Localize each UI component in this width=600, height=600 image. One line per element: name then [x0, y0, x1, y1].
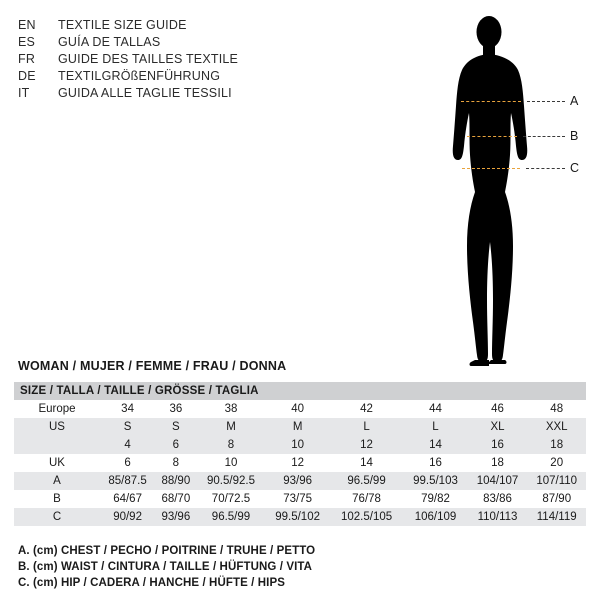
table-row	[14, 490, 586, 508]
language-text-it: GUIDA ALLE TAGLIE TESSILI	[58, 86, 232, 100]
cell: 107/110	[527, 472, 586, 490]
language-code-de: DE	[18, 69, 36, 83]
language-header-block	[18, 17, 318, 102]
cell: 99.5/102	[265, 508, 329, 526]
cell: 83/86	[468, 490, 528, 508]
footnotes-block	[18, 543, 315, 591]
cell: 38	[197, 400, 266, 418]
cell: 36	[155, 400, 196, 418]
cell: 87/90	[527, 490, 586, 508]
cell: M	[265, 418, 329, 436]
cell: 68/70	[155, 490, 196, 508]
language-row-de	[18, 68, 318, 85]
cell: 93/96	[155, 508, 196, 526]
cell: 12	[265, 454, 329, 472]
footnote-b: B. (cm) WAIST / CINTURA / TAILLE / HÜFTUNG / VITA	[18, 561, 313, 573]
measure-line-a-left	[461, 101, 521, 102]
table-row	[14, 400, 586, 418]
cell: XXL	[527, 418, 586, 436]
cell: 76/78	[330, 490, 404, 508]
cell: 12	[330, 436, 404, 454]
cell: 18	[527, 436, 586, 454]
cell: S	[100, 418, 155, 436]
cell: M	[197, 418, 266, 436]
cell: L	[330, 418, 404, 436]
cell: 16	[403, 454, 467, 472]
measure-label-c: C	[570, 161, 580, 175]
cell: 110/113	[468, 508, 528, 526]
language-code-fr: FR	[18, 52, 36, 66]
footnote-a: A. (cm) CHEST / PECHO / POITRINE / TRUHE / PETTO	[18, 545, 316, 557]
cell: 44	[403, 400, 467, 418]
table-row	[14, 436, 586, 454]
cell: L	[403, 418, 467, 436]
cell: 18	[468, 454, 528, 472]
cell: 34	[100, 400, 155, 418]
measure-line-b-left	[467, 136, 517, 137]
cell: 6	[155, 436, 196, 454]
cell: 90.5/92.5	[197, 472, 266, 490]
table-group-title: WOMAN / MUJER / FEMME / FRAU / DONNA	[18, 359, 287, 373]
cell: 73/75	[265, 490, 329, 508]
cell: 46	[468, 400, 528, 418]
table-row	[14, 418, 586, 436]
cell: 99.5/103	[403, 472, 467, 490]
language-row-en	[18, 17, 318, 34]
cell: S	[155, 418, 196, 436]
female-silhouette-figure	[415, 10, 595, 370]
cell: 85/87.5	[100, 472, 155, 490]
row-label: B	[14, 490, 100, 508]
measure-line-a-right	[527, 101, 565, 102]
row-label	[14, 436, 100, 454]
cell: 90/92	[100, 508, 155, 526]
measure-line-c-left	[462, 168, 520, 169]
cell: 8	[197, 436, 266, 454]
table-row	[14, 472, 586, 490]
row-label: US	[14, 418, 100, 436]
cell: 20	[527, 454, 586, 472]
table-row	[14, 454, 586, 472]
cell: 70/72.5	[197, 490, 266, 508]
language-text-fr: GUIDE DES TAILLES TEXTILE	[58, 52, 239, 66]
language-code-it: IT	[18, 86, 30, 100]
language-text-en: TEXTILE SIZE GUIDE	[58, 18, 187, 32]
table-header-row	[14, 382, 586, 400]
language-text-de: TEXTILGRÖßENFÜHRUNG	[58, 69, 221, 83]
cell: 8	[155, 454, 196, 472]
cell: 96.5/99	[330, 472, 404, 490]
cell: 40	[265, 400, 329, 418]
cell: 4	[100, 436, 155, 454]
table-header-label: SIZE / TALLA / TAILLE / GRÖSSE / TAGLIA	[14, 382, 586, 400]
cell: 6	[100, 454, 155, 472]
cell: 102.5/105	[330, 508, 404, 526]
silhouette-icon	[415, 10, 595, 370]
cell: 64/67	[100, 490, 155, 508]
measure-line-b-right	[523, 136, 565, 137]
cell: 14	[330, 454, 404, 472]
language-row-it	[18, 85, 318, 102]
footnote-c: C. (cm) HIP / CADERA / HANCHE / HÜFTE / HIPS	[18, 577, 286, 589]
cell: 16	[468, 436, 528, 454]
language-code-en: EN	[18, 18, 36, 32]
cell: XL	[468, 418, 528, 436]
cell: 42	[330, 400, 404, 418]
cell: 114/119	[527, 508, 586, 526]
cell: 104/107	[468, 472, 528, 490]
cell: 93/96	[265, 472, 329, 490]
language-text-es: GUÍA DE TALLAS	[58, 35, 161, 49]
language-row-fr	[18, 51, 318, 68]
cell: 10	[265, 436, 329, 454]
row-label: C	[14, 508, 100, 526]
cell: 10	[197, 454, 266, 472]
language-row-es	[18, 34, 318, 51]
size-table	[14, 382, 586, 526]
row-label: A	[14, 472, 100, 490]
cell: 96.5/99	[197, 508, 266, 526]
cell: 106/109	[403, 508, 467, 526]
measure-label-a: A	[570, 94, 579, 108]
cell: 48	[527, 400, 586, 418]
measure-line-c-right	[526, 168, 565, 169]
row-label: Europe	[14, 400, 100, 418]
row-label: UK	[14, 454, 100, 472]
measure-label-b: B	[570, 129, 579, 143]
cell: 79/82	[403, 490, 467, 508]
table-row	[14, 508, 586, 526]
cell: 14	[403, 436, 467, 454]
language-code-es: ES	[18, 35, 36, 49]
cell: 88/90	[155, 472, 196, 490]
